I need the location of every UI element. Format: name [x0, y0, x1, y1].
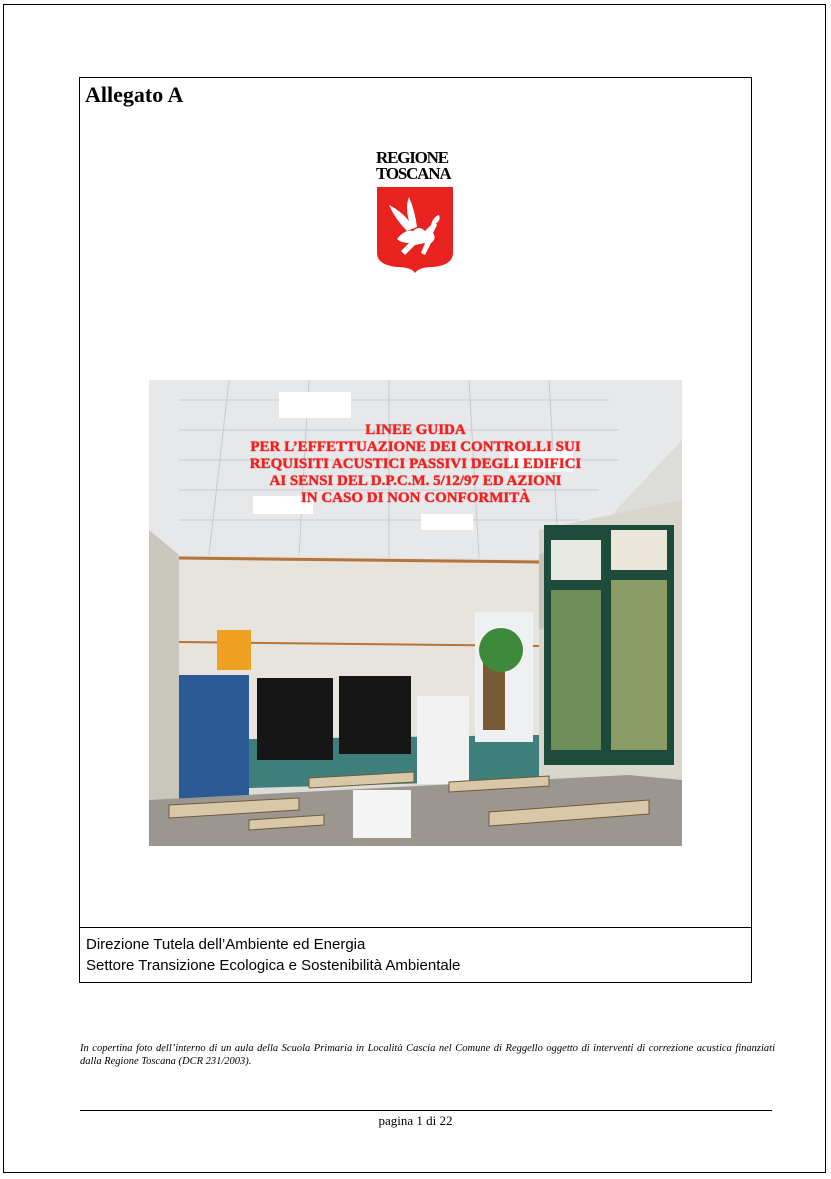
logo-line-2: TOSCANA — [376, 164, 451, 183]
regione-toscana-logo — [373, 150, 459, 273]
frame-divider — [79, 927, 752, 928]
pegasus-icon — [375, 185, 455, 273]
cover-title-line: LINEE GUIDA — [365, 422, 466, 438]
photo-caption: In copertina foto dell’interno di un aula della Scuola Primaria in Località Cascia nel Comune di Reggello oggetto di interventi di correzione acustica finanziati dalla Regione Toscana (DCR 231/2003). — [80, 1043, 775, 1067]
footer-rule — [80, 1110, 772, 1111]
page-number: pagina 1 di 22 — [378, 1113, 453, 1128]
settore-label: Settore Transizione Ecologica e Sostenibilità Ambientale — [86, 957, 461, 974]
cover-title-line: PER L’EFFETTUAZIONE DEI CONTROLLI SUI — [250, 439, 581, 455]
logo-line-1: REGIONE — [376, 148, 448, 167]
logo-wordmark — [373, 150, 459, 182]
cover-title-line: REQUISITI ACUSTICI PASSIVI DEGLI EDIFICI — [249, 456, 582, 472]
direzione-label: Direzione Tutela dell’Ambiente ed Energia — [86, 936, 366, 953]
page-title: Allegato A — [85, 82, 184, 107]
cover-title-line: AI SENSI DEL D.P.C.M. 5/12/97 ED AZIONI — [269, 473, 562, 489]
classroom-photo — [149, 380, 682, 846]
cover-title — [149, 422, 682, 507]
cover-title-line: IN CASO DI NON CONFORMITÀ — [300, 490, 531, 506]
